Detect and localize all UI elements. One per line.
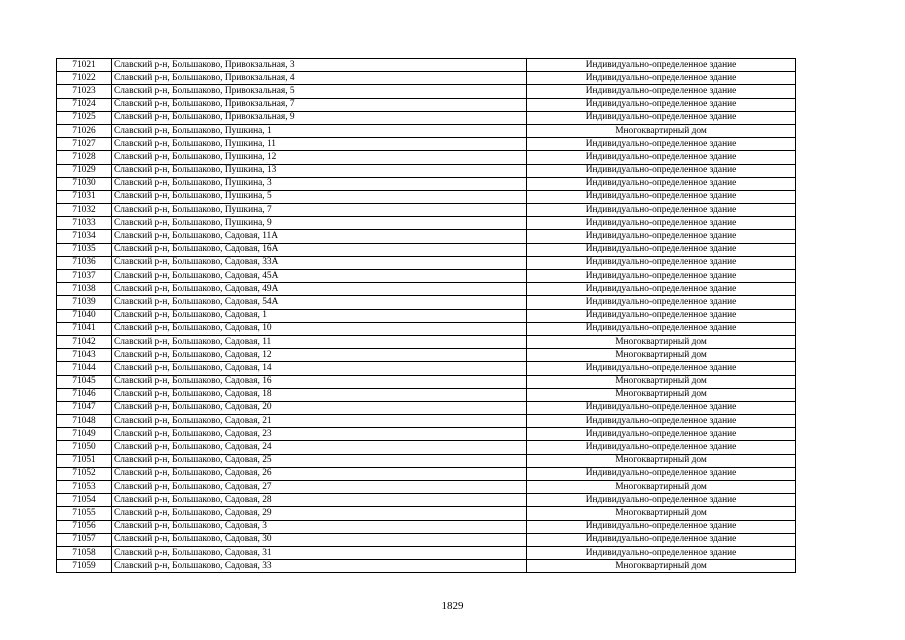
- building-type-cell: Индивидуально-определенное здание: [527, 59, 796, 72]
- record-id-cell: 71041: [57, 322, 112, 335]
- address-cell: Славский р-н, Большаково, Садовая, 24: [112, 441, 527, 454]
- table-row: [57, 388, 796, 401]
- address-cell: Славский р-н, Большаково, Привокзальная, 3: [112, 59, 527, 72]
- building-type-cell: Многоквартирный дом: [527, 335, 796, 348]
- record-id-cell: 71032: [57, 204, 112, 217]
- table-row: [57, 164, 796, 177]
- table-row: [57, 243, 796, 256]
- record-id-cell: 71030: [57, 177, 112, 190]
- building-type-cell: Многоквартирный дом: [527, 375, 796, 388]
- address-cell: Славский р-н, Большаково, Садовая, 1: [112, 309, 527, 322]
- record-id-cell: 71021: [57, 59, 112, 72]
- table-row: [57, 322, 796, 335]
- building-type-cell: Многоквартирный дом: [527, 124, 796, 137]
- table-row: [57, 309, 796, 322]
- building-type-cell: Индивидуально-определенное здание: [527, 362, 796, 375]
- building-registry-table: [56, 58, 796, 573]
- table-row: [57, 124, 796, 137]
- address-cell: Славский р-н, Большаково, Пушкина, 12: [112, 151, 527, 164]
- table-row: [57, 204, 796, 217]
- table-row: [57, 296, 796, 309]
- building-type-cell: Индивидуально-определенное здание: [527, 98, 796, 111]
- address-cell: Славский р-н, Большаково, Привокзальная, 4: [112, 72, 527, 85]
- record-id-cell: 71058: [57, 546, 112, 559]
- record-id-cell: 71049: [57, 428, 112, 441]
- building-type-cell: Индивидуально-определенное здание: [527, 533, 796, 546]
- address-cell: Славский р-н, Большаково, Привокзальная, 5: [112, 85, 527, 98]
- table-row: [57, 401, 796, 414]
- table-row: [57, 230, 796, 243]
- address-cell: Славский р-н, Большаково, Садовая, 25: [112, 454, 527, 467]
- address-cell: Славский р-н, Большаково, Садовая, 33А: [112, 256, 527, 269]
- record-id-cell: 71052: [57, 467, 112, 480]
- address-cell: Славский р-н, Большаково, Садовая, 18: [112, 388, 527, 401]
- table-row: [57, 454, 796, 467]
- address-cell: Славский р-н, Большаково, Садовая, 11: [112, 335, 527, 348]
- record-id-cell: 71054: [57, 494, 112, 507]
- record-id-cell: 71029: [57, 164, 112, 177]
- building-type-cell: Индивидуально-определенное здание: [527, 415, 796, 428]
- building-type-cell: Индивидуально-определенное здание: [527, 217, 796, 230]
- building-type-cell: Многоквартирный дом: [527, 560, 796, 573]
- address-cell: Славский р-н, Большаково, Садовая, 33: [112, 560, 527, 573]
- building-type-cell: Индивидуально-определенное здание: [527, 546, 796, 559]
- record-id-cell: 71046: [57, 388, 112, 401]
- building-type-cell: Индивидуально-определенное здание: [527, 111, 796, 124]
- table-row: [57, 375, 796, 388]
- building-type-cell: Индивидуально-определенное здание: [527, 243, 796, 256]
- address-cell: Славский р-н, Большаково, Пушкина, 5: [112, 190, 527, 203]
- record-id-cell: 71059: [57, 560, 112, 573]
- address-cell: Славский р-н, Большаково, Садовая, 26: [112, 467, 527, 480]
- table-row: [57, 441, 796, 454]
- address-cell: Славский р-н, Большаково, Садовая, 21: [112, 415, 527, 428]
- address-cell: Славский р-н, Большаково, Садовая, 45А: [112, 270, 527, 283]
- building-type-cell: Индивидуально-определенное здание: [527, 138, 796, 151]
- building-type-cell: Индивидуально-определенное здание: [527, 428, 796, 441]
- page-number: 1829: [441, 600, 464, 612]
- table-row: [57, 177, 796, 190]
- table-row: [57, 415, 796, 428]
- address-cell: Славский р-н, Большаково, Садовая, 31: [112, 546, 527, 559]
- table-row: [57, 349, 796, 362]
- building-type-cell: Индивидуально-определенное здание: [527, 151, 796, 164]
- record-id-cell: 71050: [57, 441, 112, 454]
- building-type-cell: Индивидуально-определенное здание: [527, 256, 796, 269]
- record-id-cell: 71026: [57, 124, 112, 137]
- address-cell: Славский р-н, Большаково, Пушкина, 13: [112, 164, 527, 177]
- table-row: [57, 507, 796, 520]
- building-type-cell: Индивидуально-определенное здание: [527, 177, 796, 190]
- table-row: [57, 217, 796, 230]
- building-type-cell: Индивидуально-определенное здание: [527, 230, 796, 243]
- record-id-cell: 71043: [57, 349, 112, 362]
- record-id-cell: 71044: [57, 362, 112, 375]
- table-row: [57, 481, 796, 494]
- building-type-cell: Индивидуально-определенное здание: [527, 85, 796, 98]
- record-id-cell: 71039: [57, 296, 112, 309]
- record-id-cell: 71035: [57, 243, 112, 256]
- table-row: [57, 72, 796, 85]
- table-row: [57, 362, 796, 375]
- table-row: [57, 560, 796, 573]
- address-cell: Славский р-н, Большаково, Садовая, 54А: [112, 296, 527, 309]
- record-id-cell: 71038: [57, 283, 112, 296]
- record-id-cell: 71024: [57, 98, 112, 111]
- building-type-cell: Многоквартирный дом: [527, 507, 796, 520]
- building-type-cell: Индивидуально-определенное здание: [527, 283, 796, 296]
- table-row: [57, 335, 796, 348]
- address-cell: Славский р-н, Большаково, Привокзальная, 7: [112, 98, 527, 111]
- building-type-cell: Многоквартирный дом: [527, 349, 796, 362]
- building-type-cell: Индивидуально-определенное здание: [527, 494, 796, 507]
- building-type-cell: Индивидуально-определенное здание: [527, 401, 796, 414]
- building-type-cell: Индивидуально-определенное здание: [527, 520, 796, 533]
- building-type-cell: Многоквартирный дом: [527, 388, 796, 401]
- building-type-cell: Индивидуально-определенное здание: [527, 309, 796, 322]
- address-cell: Славский р-н, Большаково, Садовая, 10: [112, 322, 527, 335]
- table-row: [57, 283, 796, 296]
- record-id-cell: 71028: [57, 151, 112, 164]
- address-cell: Славский р-н, Большаково, Садовая, 28: [112, 494, 527, 507]
- address-cell: Славский р-н, Большаково, Садовая, 20: [112, 401, 527, 414]
- record-id-cell: 71022: [57, 72, 112, 85]
- table-row: [57, 428, 796, 441]
- address-cell: Славский р-н, Большаково, Садовая, 12: [112, 349, 527, 362]
- building-type-cell: Индивидуально-определенное здание: [527, 164, 796, 177]
- record-id-cell: 71048: [57, 415, 112, 428]
- record-id-cell: 71055: [57, 507, 112, 520]
- address-cell: Славский р-н, Большаково, Садовая, 49А: [112, 283, 527, 296]
- table-row: [57, 59, 796, 72]
- building-type-cell: Многоквартирный дом: [527, 481, 796, 494]
- address-cell: Славский р-н, Большаково, Садовая, 30: [112, 533, 527, 546]
- record-id-cell: 71047: [57, 401, 112, 414]
- document-sheet: [56, 58, 796, 573]
- address-cell: Славский р-н, Большаково, Садовая, 16: [112, 375, 527, 388]
- table-row: [57, 190, 796, 203]
- address-cell: Славский р-н, Большаково, Пушкина, 1: [112, 124, 527, 137]
- address-cell: Славский р-н, Большаково, Пушкина, 7: [112, 204, 527, 217]
- address-cell: Славский р-н, Большаково, Садовая, 3: [112, 520, 527, 533]
- record-id-cell: 71040: [57, 309, 112, 322]
- record-id-cell: 71027: [57, 138, 112, 151]
- table-row: [57, 138, 796, 151]
- record-id-cell: 71045: [57, 375, 112, 388]
- address-cell: Славский р-н, Большаково, Садовая, 27: [112, 481, 527, 494]
- address-cell: Славский р-н, Большаково, Пушкина, 9: [112, 217, 527, 230]
- record-id-cell: 71025: [57, 111, 112, 124]
- table-row: [57, 467, 796, 480]
- address-cell: Славский р-н, Большаково, Пушкина, 3: [112, 177, 527, 190]
- record-id-cell: 71031: [57, 190, 112, 203]
- address-cell: Славский р-н, Большаково, Садовая, 11А: [112, 230, 527, 243]
- record-id-cell: 71036: [57, 256, 112, 269]
- building-type-cell: Индивидуально-определенное здание: [527, 204, 796, 217]
- building-type-cell: Индивидуально-определенное здание: [527, 322, 796, 335]
- table-row: [57, 494, 796, 507]
- table-row: [57, 111, 796, 124]
- table-row: [57, 151, 796, 164]
- table-row: [57, 85, 796, 98]
- record-id-cell: 71056: [57, 520, 112, 533]
- record-id-cell: 71034: [57, 230, 112, 243]
- address-cell: Славский р-н, Большаково, Привокзальная, 9: [112, 111, 527, 124]
- address-cell: Славский р-н, Большаково, Садовая, 29: [112, 507, 527, 520]
- address-cell: Славский р-н, Большаково, Садовая, 14: [112, 362, 527, 375]
- address-cell: Славский р-н, Большаково, Садовая, 23: [112, 428, 527, 441]
- address-cell: Славский р-н, Большаково, Садовая, 16А: [112, 243, 527, 256]
- table-row: [57, 546, 796, 559]
- table-row: [57, 256, 796, 269]
- record-id-cell: 71023: [57, 85, 112, 98]
- table-row: [57, 98, 796, 111]
- building-type-cell: Индивидуально-определенное здание: [527, 467, 796, 480]
- record-id-cell: 71053: [57, 481, 112, 494]
- address-cell: Славский р-н, Большаково, Пушкина, 11: [112, 138, 527, 151]
- record-id-cell: 71042: [57, 335, 112, 348]
- table-row: [57, 533, 796, 546]
- record-id-cell: 71051: [57, 454, 112, 467]
- building-type-cell: Индивидуально-определенное здание: [527, 270, 796, 283]
- registry-table-body: [57, 59, 796, 573]
- building-type-cell: Индивидуально-определенное здание: [527, 72, 796, 85]
- building-type-cell: Индивидуально-определенное здание: [527, 441, 796, 454]
- building-type-cell: Индивидуально-определенное здание: [527, 296, 796, 309]
- record-id-cell: 71037: [57, 270, 112, 283]
- table-row: [57, 520, 796, 533]
- record-id-cell: 71033: [57, 217, 112, 230]
- building-type-cell: Многоквартирный дом: [527, 454, 796, 467]
- building-type-cell: Индивидуально-определенное здание: [527, 190, 796, 203]
- record-id-cell: 71057: [57, 533, 112, 546]
- table-row: [57, 270, 796, 283]
